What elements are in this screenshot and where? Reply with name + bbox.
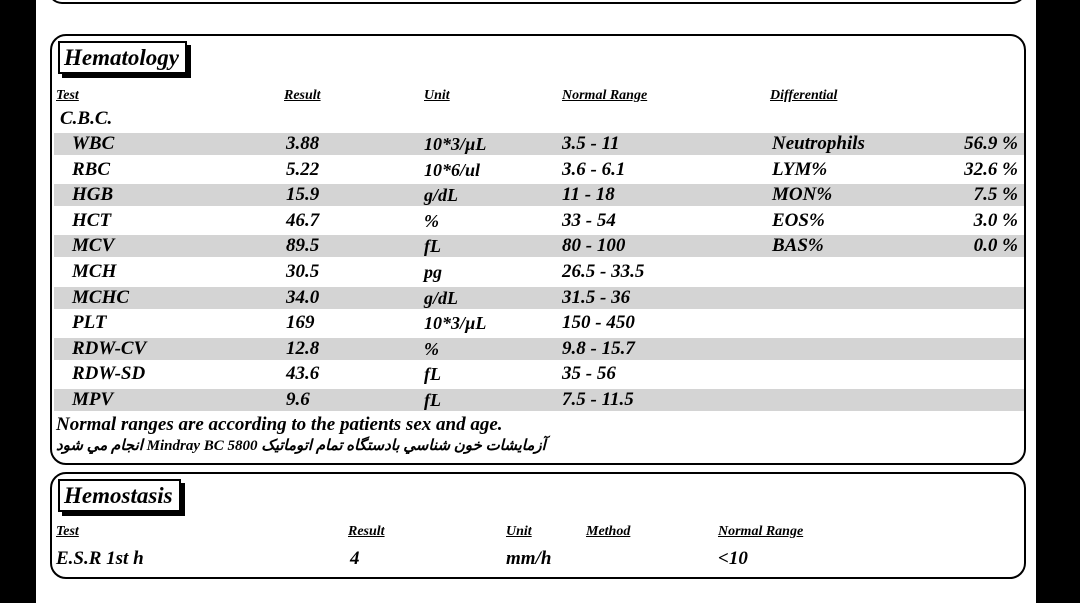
row-test: RDW-SD — [72, 363, 146, 385]
row-normal-range: 80 - 100 — [562, 235, 626, 257]
row-normal-range: 7.5 - 11.5 — [562, 389, 634, 410]
row-unit: fL — [424, 364, 441, 385]
header-test: Test — [56, 88, 79, 103]
section-cbc: C.B.C. — [60, 108, 113, 129]
row-differential-name: MON% — [772, 184, 833, 206]
device-note: آزمايشات خون شناسي بادستگاه تمام اتوماتيک Mindray BC 5800 انجام مي شود — [56, 438, 546, 454]
table-row — [54, 363, 1024, 385]
hemostasis-title: Hemostasis — [58, 479, 181, 512]
hemo-header-normal-range: Normal Range — [718, 524, 804, 539]
row-test: MCV — [72, 235, 115, 257]
row-result: 43.6 — [286, 363, 320, 385]
row-unit: fL — [424, 236, 441, 257]
row-differential-value: 32.6 % — [964, 158, 1018, 180]
row-normal-range: 33 - 54 — [562, 209, 616, 231]
header-result: Result — [284, 88, 321, 103]
hemostasis-panel — [50, 472, 1026, 579]
table-row — [54, 210, 1024, 232]
row-test: MCHC — [72, 286, 130, 308]
row-result: 169 — [286, 312, 315, 334]
hematology-panel — [50, 34, 1026, 465]
row-unit: g/dL — [424, 185, 458, 206]
previous-section-box — [48, 0, 1026, 4]
row-normal-range: 35 - 56 — [562, 363, 616, 385]
table-row — [54, 338, 1024, 360]
table-row — [54, 184, 1024, 206]
row-result: 3.88 — [286, 133, 320, 154]
row-unit: g/dL — [424, 287, 458, 308]
row-test: MCH — [72, 261, 117, 282]
row-result: 5.22 — [286, 158, 320, 180]
row-unit: pg — [424, 262, 442, 282]
row-normal-range: 11 - 18 — [562, 184, 615, 206]
table-row — [54, 287, 1024, 309]
row-test: MPV — [72, 389, 114, 410]
row-test: WBC — [72, 133, 115, 154]
row-differential-name: Neutrophils — [772, 133, 865, 154]
row-differential-value: 3.0 % — [973, 209, 1018, 231]
row-normal-range: 26.5 - 33.5 — [562, 261, 645, 282]
esr-result: 4 — [350, 548, 360, 569]
row-test: HGB — [72, 184, 114, 206]
row-unit: % — [424, 210, 439, 231]
row-result: 46.7 — [286, 209, 320, 231]
row-differential-name: LYM% — [772, 158, 828, 180]
row-result: 89.5 — [286, 235, 320, 257]
table-row — [54, 389, 1024, 411]
table-row — [54, 235, 1024, 257]
esr-unit: mm/h — [506, 548, 552, 569]
row-unit: 10*3/µL — [424, 134, 487, 154]
normal-range-note: Normal ranges are according to the patients sex and age. — [56, 414, 503, 435]
row-unit: 10*6/ul — [424, 159, 481, 180]
row-normal-range: 9.8 - 15.7 — [562, 337, 635, 359]
table-row — [54, 312, 1024, 334]
header-unit: Unit — [424, 88, 450, 103]
row-test: RBC — [72, 158, 111, 180]
table-row — [54, 261, 1024, 283]
row-result: 34.0 — [286, 286, 320, 308]
row-unit: fL — [424, 390, 441, 410]
table-row — [54, 133, 1024, 155]
hematology-title: Hematology — [58, 41, 187, 74]
hemo-header-unit: Unit — [506, 524, 532, 539]
row-unit: % — [424, 338, 439, 359]
row-normal-range: 150 - 450 — [562, 312, 635, 334]
row-result: 9.6 — [286, 389, 310, 410]
row-normal-range: 31.5 - 36 — [562, 286, 631, 308]
row-result: 12.8 — [286, 337, 320, 359]
esr-test: E.S.R 1st h — [56, 548, 144, 569]
row-unit: 10*3/µL — [424, 313, 487, 334]
row-differential-name: BAS% — [772, 235, 824, 257]
row-test: RDW-CV — [72, 337, 147, 359]
hemo-header-method: Method — [586, 524, 631, 539]
row-test: HCT — [72, 209, 112, 231]
hemo-header-result: Result — [348, 524, 385, 539]
row-differential-value: 0.0 % — [973, 235, 1018, 257]
row-differential-value: 7.5 % — [973, 184, 1018, 206]
esr-normal-range: <10 — [718, 548, 748, 569]
row-normal-range: 3.5 - 11 — [562, 133, 620, 154]
row-normal-range: 3.6 - 6.1 — [562, 158, 626, 180]
row-differential-value: 56.9 % — [964, 133, 1018, 154]
report-page — [36, 0, 1036, 603]
row-result: 15.9 — [286, 184, 320, 206]
table-row — [54, 159, 1024, 181]
row-result: 30.5 — [286, 261, 320, 282]
header-differential: Differential — [770, 88, 838, 103]
row-test: PLT — [72, 312, 107, 334]
header-normal-range: Normal Range — [562, 88, 648, 103]
hemo-header-test: Test — [56, 524, 79, 539]
row-differential-name: EOS% — [772, 209, 825, 231]
